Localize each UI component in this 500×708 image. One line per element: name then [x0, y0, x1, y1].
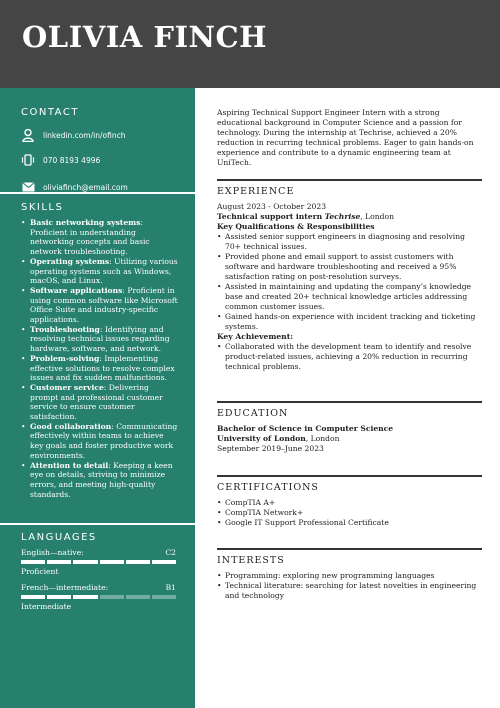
- main-content: [217, 108, 482, 600]
- level-segment: [126, 560, 150, 564]
- skill-item: • Troubleshooting: Identifying and resolving technical issues regarding hardware, software, and network.: [21, 325, 179, 354]
- language-code: B1: [165, 583, 176, 592]
- list-item: • Assisted in maintaining and updating the company’s knowledge base and created 20+ technical knowledge articles addressing common customer issues.: [217, 282, 482, 312]
- level-segment: [73, 595, 97, 599]
- level-segment: [100, 595, 124, 599]
- section-rule: [217, 179, 482, 181]
- experience-role: Technical support intern Techrise, London: [217, 212, 394, 221]
- language-level-bar: [21, 560, 176, 564]
- list-item: • Gained hands-on experience with incident tracking and ticketing systems.: [217, 312, 482, 332]
- list-item: • CompTIA Network+: [217, 508, 482, 518]
- language-french: [21, 583, 176, 592]
- interests-section: [217, 548, 482, 601]
- skill-item: • Problem-solving: Implementing effective solutions to resolve complex issues and fix sudden malfunctions.: [21, 354, 179, 383]
- language-english: [21, 548, 176, 557]
- list-item: • Assisted senior support engineers in diagnosing and resolving 70+ technical issues.: [217, 232, 482, 252]
- level-segment: [73, 560, 97, 564]
- section-rule: [217, 548, 482, 550]
- sidebar: [0, 88, 195, 708]
- language-name: English—native:: [21, 548, 84, 557]
- language-code: C2: [165, 548, 176, 557]
- phone-number: 070 8193 4996: [43, 155, 101, 165]
- language-name: French—intermediate:: [21, 583, 109, 592]
- name-heading: OLIVIA FINCH: [22, 20, 268, 54]
- contact-linkedin: [21, 128, 186, 142]
- certifications-title: CERTIFICATIONS: [217, 482, 319, 493]
- skill-item: • Software applications: Proficient in using common software like Microsoft Office Suite and industry-specific applications.: [21, 286, 179, 325]
- list-item: • Technical literature: searching for latest novelties in engineering and technology: [217, 581, 482, 601]
- linkedin-link[interactable]: linkedin.com/in/ofinch: [43, 130, 126, 140]
- list-item: • Provided phone and email support to assist customers with software and hardware troubleshooting and received a 95% satisfaction rating on post-resolution surveys.: [217, 252, 482, 282]
- skill-item: • Basic networking systems: Proficient in understanding networking concepts and basic network troubleshooting.: [21, 218, 179, 257]
- skill-item: • Good collaboration: Communicating effectively within teams to achieve key goals and foster productive work environments.: [21, 422, 179, 461]
- certifications-list: [217, 498, 482, 528]
- list-item: • Programming: exploring new programming languages: [217, 571, 482, 581]
- education-degree: Bachelor of Science in Computer Science: [217, 424, 394, 433]
- interests-title: INTERESTS: [217, 555, 285, 566]
- skills-list: [21, 218, 179, 499]
- phone-icon: [21, 153, 35, 167]
- language-level: Proficient: [21, 567, 59, 576]
- contact-phone: [21, 153, 186, 167]
- skill-item: • Attention to detail: Keeping a keen eye on details, striving to minimize errors, and meeting high-quality standards.: [21, 461, 179, 500]
- section-rule: [217, 475, 482, 477]
- level-segment: [100, 560, 124, 564]
- list-item: • CompTIA A+: [217, 498, 482, 508]
- education-dates: September 2019–June 2023: [217, 444, 324, 453]
- experience-dates: August 2023 - October 2023: [217, 202, 327, 211]
- level-segment: [21, 560, 45, 564]
- level-segment: [47, 560, 71, 564]
- languages-section: [21, 532, 176, 618]
- level-segment: [126, 595, 150, 599]
- qualifications-heading: Key Qualifications & Responsibilities: [217, 222, 375, 231]
- sidebar-divider: [0, 192, 195, 194]
- level-segment: [152, 560, 176, 564]
- languages-title: LANGUAGES: [21, 532, 97, 543]
- skill-item: • Customer service: Delivering prompt and professional customer service to ensure customer satisfaction.: [21, 383, 179, 422]
- level-segment: [21, 595, 45, 599]
- level-segment: [47, 595, 71, 599]
- sidebar-divider: [0, 523, 195, 525]
- person-icon: [21, 128, 35, 142]
- education-school: University of London, London: [217, 434, 340, 443]
- interests-list: [217, 571, 482, 601]
- responsibilities-list: [217, 232, 482, 332]
- experience-section: [217, 179, 482, 372]
- section-rule: [217, 401, 482, 403]
- list-item: • Collaborated with the development team to identify and resolve product-related issues, achieving a 20% reduction in recurring technical problems.: [217, 342, 482, 372]
- achievement-list: [217, 342, 482, 372]
- contact-section: [21, 107, 186, 194]
- email-link[interactable]: oliviafinch@email.com: [43, 182, 128, 192]
- education-section: [217, 401, 482, 454]
- level-segment: [152, 595, 176, 599]
- summary: Aspiring Technical Support Engineer Intern with a strong educational background in Computer Science and a passion for technology. During the internship at Techrise, achieved a 20% reduction in recurring technical problems. Eager to gain hands-on experience and contribute to a dynamic engineering team at UniTech.: [217, 108, 474, 167]
- list-item: • Google IT Support Professional Certificate: [217, 518, 482, 528]
- education-title: EDUCATION: [217, 408, 289, 419]
- language-level-bar: [21, 595, 176, 599]
- skill-item: • Operating systems: Utilizing various operating systems such as Windows, macOS, and Linux.: [21, 257, 179, 286]
- achievement-heading: Key Achievement:: [217, 332, 294, 341]
- contact-title: CONTACT: [21, 107, 79, 118]
- skills-section: [21, 202, 179, 499]
- language-level: Intermediate: [21, 602, 72, 611]
- header: [0, 0, 500, 88]
- skills-title: SKILLS: [21, 202, 64, 213]
- certifications-section: [217, 475, 482, 528]
- experience-title: EXPERIENCE: [217, 186, 295, 197]
